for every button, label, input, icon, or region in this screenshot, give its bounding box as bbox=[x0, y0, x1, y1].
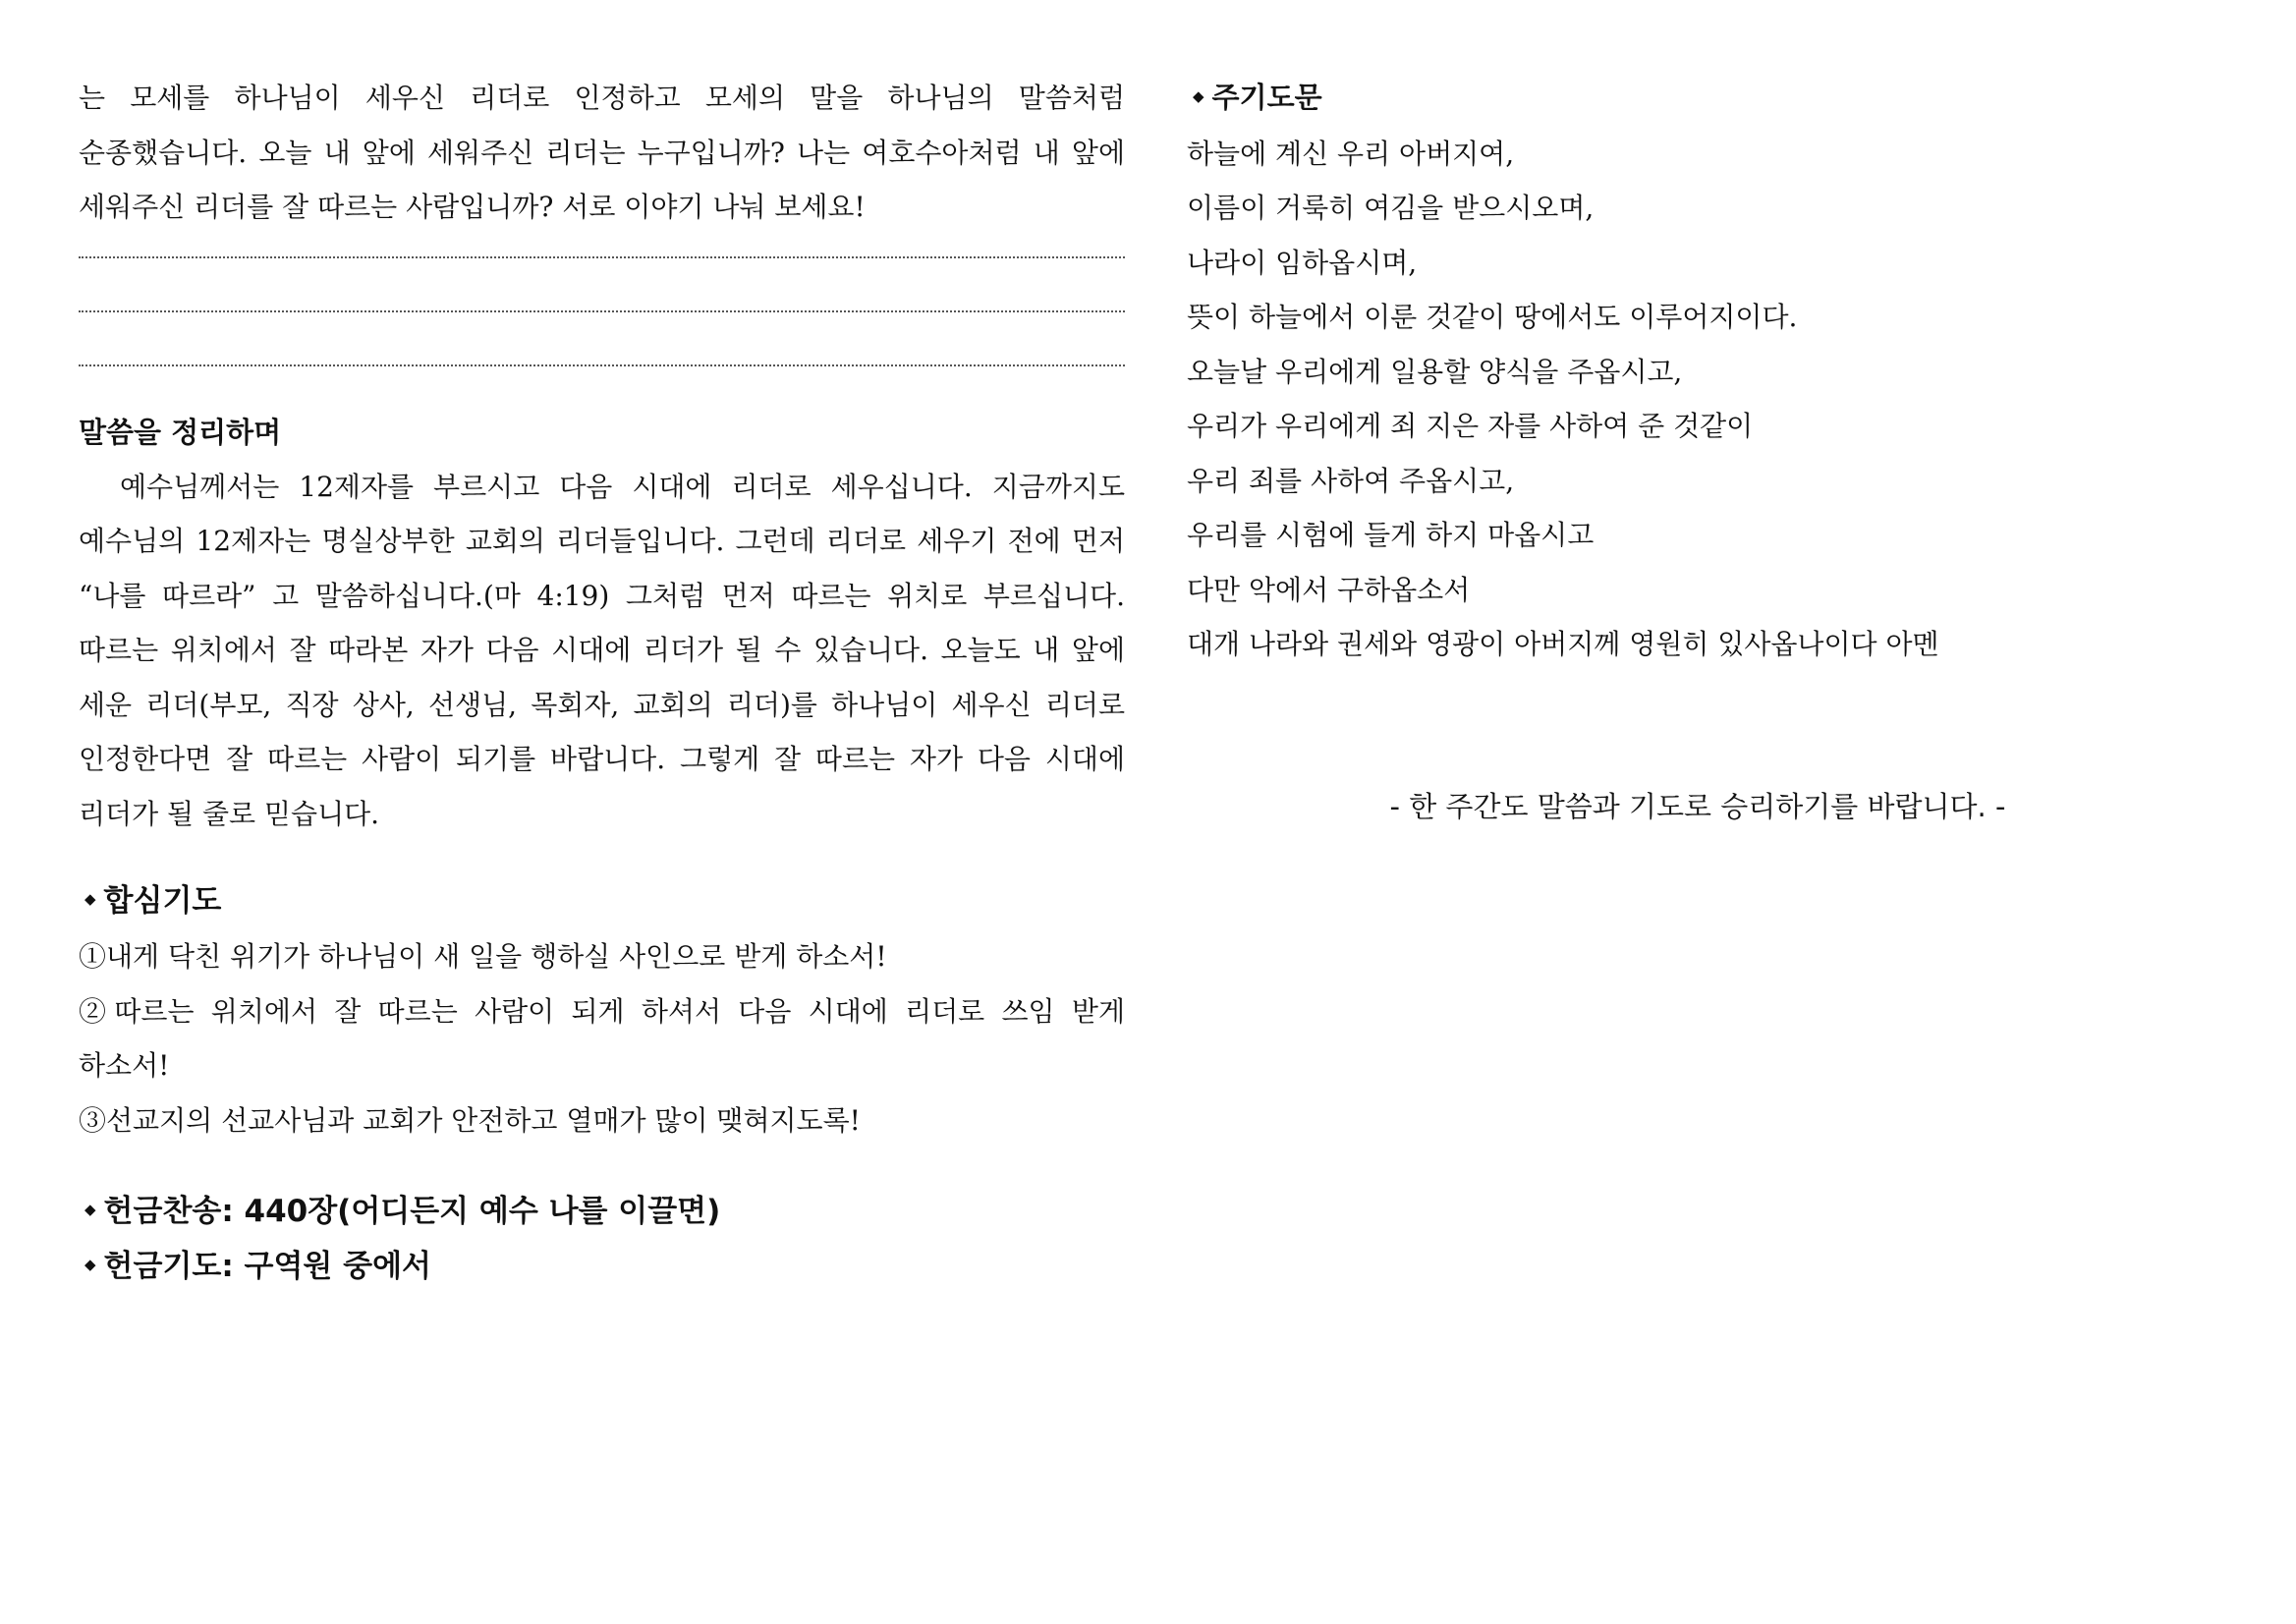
closing-message: - 한 주간도 말씀과 기도로 승리하기를 바랍니다. - bbox=[1389, 789, 2006, 823]
prayer-item-1: ①내게 닥친 위기가 하나님이 새 일을 행하실 사인으로 받게 하소서! bbox=[79, 940, 887, 973]
right-column bbox=[1187, 71, 2209, 834]
bullet-icon: ◆ bbox=[84, 1201, 96, 1218]
prayer-item-3: ③선교지의 선교사님과 교회가 안전하고 열매가 많이 맺혀지도록! bbox=[79, 1103, 861, 1137]
summary-paragraph: 예수님께서는 12제자를 부르시고 다음 시대에 리더로 세우십니다. 지금까지도 예수님의 12제자는 명실상부한 교회의 리더들입니다. 그런데 리더로 세우기 전에 먼저 “나를 따르라” 고 말씀하십니다.(마 4:19) 그처럼 먼저 따르는 위치로 부르십니다. 따르는 위치에서 잘 따라본 자가 다음 시대에 리더가 될 수 있습니다. 오늘도 내 앞에 세운 리더(부모, 직장 상사, 선생님, 목회자, 교회의 리더)를 하나님이 세우신 리더로 인정한다면 잘 따르는 사람이 되기를 바랍니다. 그렇게 잘 따르는 자가 다음 시대에 리더가 될 줄로 믿습니다. bbox=[79, 470, 1125, 830]
prayer-heading: 합심기도 bbox=[103, 883, 222, 919]
lords-prayer-line-4: 뜻이 하늘에서 이룬 것같이 땅에서도 이루어지이다. bbox=[1187, 301, 1798, 333]
prayer-heading-row bbox=[79, 874, 1125, 929]
lords-prayer-line-7: 우리 죄를 사하여 주옵시고, bbox=[1187, 464, 1515, 497]
offering-prayer-row bbox=[79, 1240, 1125, 1295]
lords-prayer-line-8: 우리를 시험에 들게 하지 마옵시고 bbox=[1187, 519, 1595, 551]
lords-prayer-line-6: 우리가 우리에게 죄 지은 자를 사하여 준 것같이 bbox=[1187, 410, 1754, 442]
lords-prayer-line-1: 하늘에 계신 우리 아버지여, bbox=[1187, 137, 1515, 170]
spacer bbox=[79, 841, 1125, 874]
spacer bbox=[1187, 672, 2209, 780]
bullet-icon: ◆ bbox=[84, 890, 96, 908]
lords-prayer-line-3: 나라이 임하옵시며, bbox=[1187, 246, 1418, 279]
bullet-icon: ◆ bbox=[1193, 86, 1204, 105]
lords-prayer-line-2: 이름이 거룩히 여김을 받으시오며, bbox=[1187, 192, 1595, 224]
lords-prayer-line-5: 오늘날 우리에게 일용할 양식을 주옵시고, bbox=[1187, 355, 1683, 388]
spacer bbox=[79, 312, 1125, 364]
offering-hymn-row bbox=[79, 1185, 1125, 1240]
offering-prayer: 헌금기도: 구역원 중에서 bbox=[103, 1249, 431, 1284]
left-column bbox=[79, 71, 1125, 1295]
lords-prayer-heading-row bbox=[1187, 71, 2209, 127]
spacer bbox=[79, 235, 1125, 256]
summary-heading: 말씀을 정리하며 bbox=[79, 415, 282, 449]
bullet-icon: ◆ bbox=[84, 1256, 96, 1273]
lords-prayer-line-10: 대개 나라와 권세와 영광이 아버지께 영원히 있사옵나이다 아멘 bbox=[1187, 628, 1939, 660]
prayer-item-2: ②따르는 위치에서 잘 따르는 사람이 되게 하셔서 다음 시대에 리더로 쓰임 받게 하소서! bbox=[79, 994, 1125, 1082]
intro-paragraph: 는 모세를 하나님이 세우신 리더로 인정하고 모세의 말을 하나님의 말씀처럼 순종했습니다. 오늘 내 앞에 세워주신 리더는 누구입니까? 나는 여호수아처럼 내 앞에 세워주신 리더를 잘 따르는 사람입니까? 서로 이야기 나눠 보세요! bbox=[79, 82, 1125, 223]
lords-prayer-heading: 주기도문 bbox=[1211, 81, 1322, 114]
offering-hymn: 헌금찬송: 440장(어디든지 예수 나를 이끌면) bbox=[103, 1194, 721, 1229]
spacer bbox=[79, 1148, 1125, 1185]
spacer bbox=[79, 258, 1125, 310]
spacer bbox=[79, 366, 1125, 406]
lords-prayer-line-9: 다만 악에서 구하옵소서 bbox=[1187, 573, 1471, 606]
